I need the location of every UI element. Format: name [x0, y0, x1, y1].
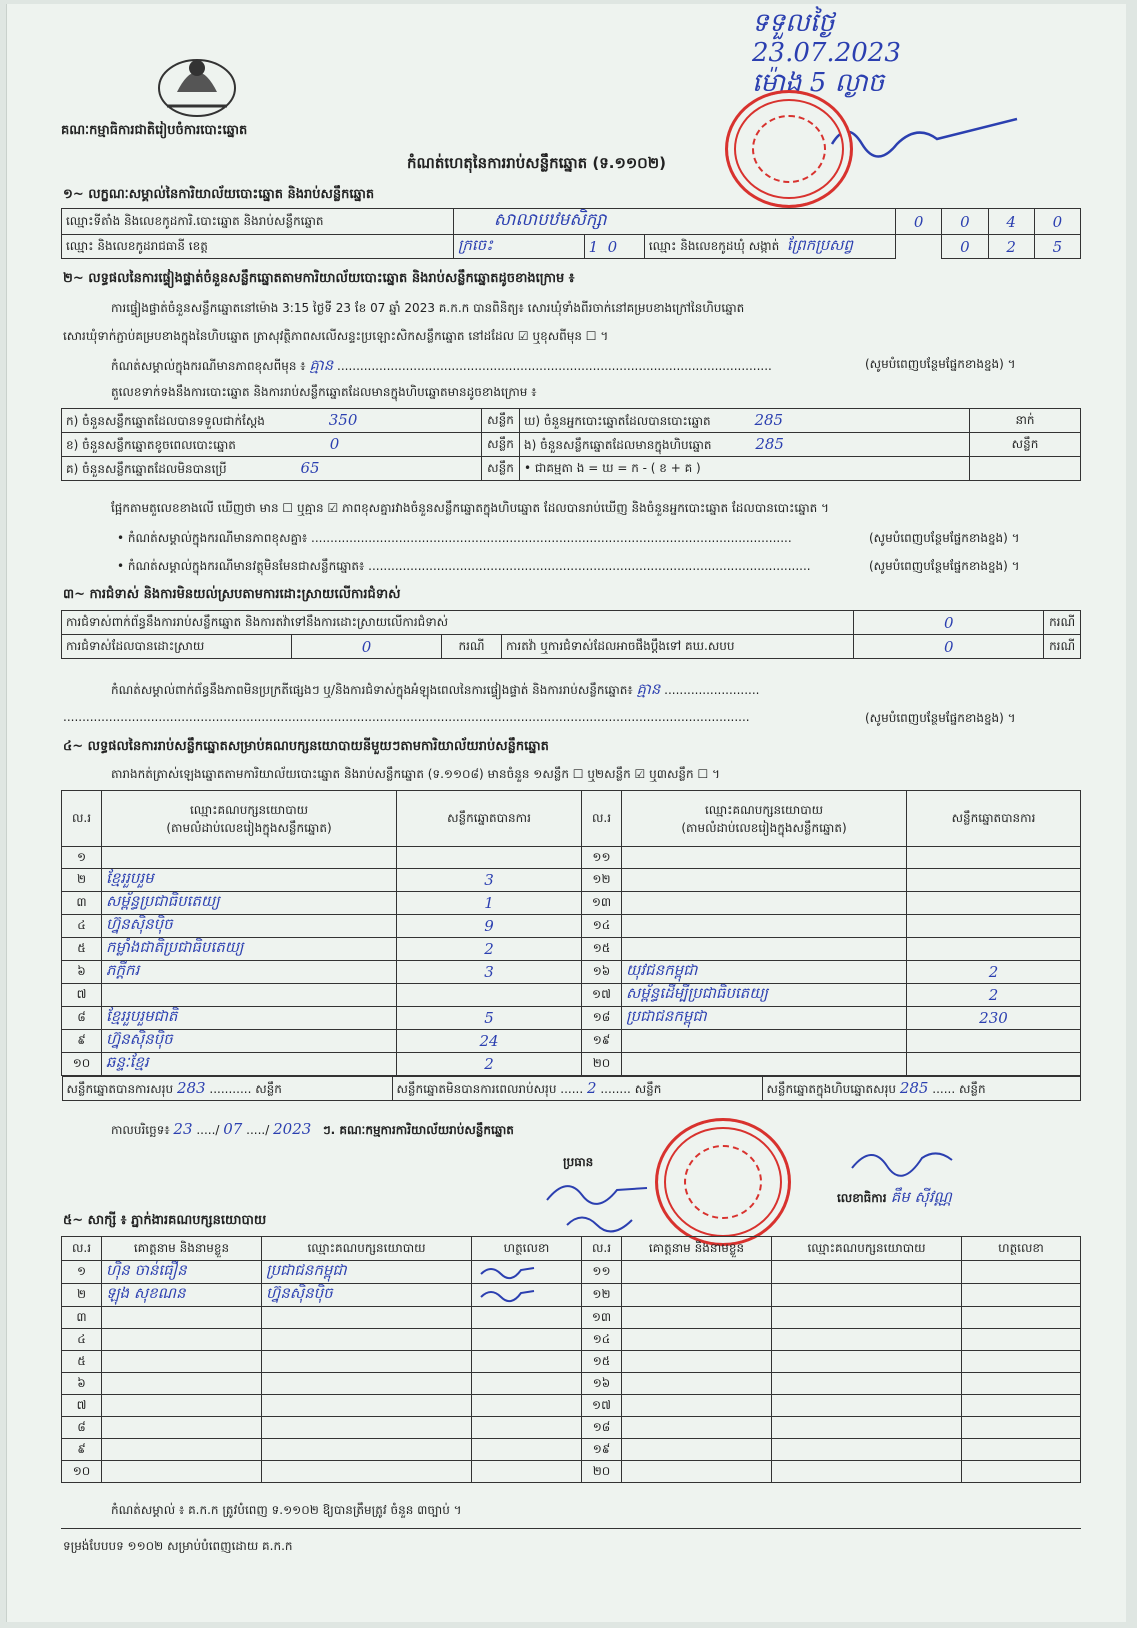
figures-intro: តួលេខទាក់ទងនឹងការបោះឆ្នោត និងការរាប់សន្លឹកឆ្នោតដែលមានក្នុងហិបឆ្នោតមានដូចខាងក្រោម ៖ — [111, 385, 537, 399]
witness-row — [62, 1351, 1081, 1373]
witness-party — [772, 1439, 962, 1461]
result-no: ៨ — [62, 1007, 102, 1030]
witness-no: ៥ — [62, 1351, 102, 1373]
result-votes: 230 — [907, 1007, 1081, 1030]
witness-name — [622, 1284, 772, 1307]
station-code-2: 0 — [942, 209, 988, 235]
witness-signature — [472, 1395, 582, 1417]
witness-name — [102, 1439, 262, 1461]
witness-no: ២ — [62, 1284, 102, 1307]
result-party: ឆន្ទៈខ្មែរ — [102, 1053, 397, 1076]
totals-row — [62, 1076, 1081, 1101]
result-party: ហ្វ៊ុនស៊ិនប៉ិច — [102, 1030, 397, 1053]
result-votes — [907, 847, 1081, 869]
witness-no: ១៤ — [582, 1329, 622, 1351]
witness-signature — [962, 1373, 1081, 1395]
commune-label: ឈ្មោះ និងលេខកូដឃុំ សង្កាត់ ព្រែកប្រសព្វ — [644, 235, 895, 259]
discrepancy-paragraph: ផ្អែកតាមតួលេខខាងលើ ឃើញថា មាន ☐ ឬគ្មាន ☑ ភាពខុសគ្នារវាងចំនួនសន្លឹកឆ្នោតក្នុងហិបឆ្នោត ដែលបានរាប់ឃើញ និងចំនួនអ្នកបោះឆ្នោត ដែលបានបោះឆ្នោត ។ — [111, 501, 829, 515]
witness-signature — [962, 1417, 1081, 1439]
appeal-label: ការតវ៉ា ឬការជំទាស់ដែលអាចផឹងប្តឹងទៅ គឃ.សបប — [502, 635, 854, 659]
result-row — [62, 938, 1081, 961]
section2-title: ២~ លទ្ធផលនៃការផ្ទៀងផ្ទាត់ចំនួនសន្លឹកឆ្នោតតាមការិយាល័យបោះឆ្នោត និងរាប់សន្លឹកឆ្នោតដូចខាងក្រោម ៖ — [63, 271, 575, 286]
ballot-figures-table — [61, 408, 1081, 481]
commune-code-1: 0 — [942, 235, 988, 259]
result-party: ប្រជាជនកម្ពុជា — [622, 1007, 907, 1030]
total-valid: សន្លឹកឆ្នោតបានការសរុប 283 ........... សន្លឹក — [62, 1077, 392, 1101]
witness-name — [622, 1439, 772, 1461]
witness-row — [62, 1284, 1081, 1307]
witness-no: ១៦ — [582, 1373, 622, 1395]
result-no: ១៤ — [582, 915, 622, 938]
witness-row — [62, 1439, 1081, 1461]
witness-name — [102, 1329, 262, 1351]
party-results-table — [61, 790, 1081, 1102]
witness-name: ហ៊ិន ចាន់ធឿន — [102, 1261, 262, 1284]
date-line: កាលបរិច្ឆេទ៖ 23 ...../ 07 ...../ 2023 ៗ. គណៈកម្មការការិយាល័យរាប់សន្លឹកឆ្នោត — [111, 1120, 514, 1138]
result-party — [622, 1053, 907, 1076]
result-no: ២០ — [582, 1053, 622, 1076]
result-party: សម្ព័ន្ធប្រជាធិបតេយ្យ — [102, 892, 397, 915]
result-votes — [397, 984, 582, 1007]
nec-emblem-icon — [147, 42, 247, 122]
result-votes: 9 — [397, 915, 582, 938]
witness-row — [62, 1395, 1081, 1417]
witness-signature — [962, 1261, 1081, 1284]
witness-name — [102, 1351, 262, 1373]
station-info-table — [61, 208, 1081, 259]
witness-name — [622, 1395, 772, 1417]
result-votes: 3 — [397, 961, 582, 984]
witness-party: ប្រជាជនកម្ពុជា — [262, 1261, 472, 1284]
result-no: ១៥ — [582, 938, 622, 961]
witness-signature — [962, 1461, 1081, 1483]
witness-signature — [472, 1351, 582, 1373]
witness-name — [622, 1417, 772, 1439]
witness-row — [62, 1417, 1081, 1439]
footer-divider — [61, 1528, 1081, 1529]
witness-party — [262, 1461, 472, 1483]
objections-value: 0 — [854, 611, 1044, 635]
objections-table — [61, 610, 1081, 659]
col-no-left: ល.រ — [62, 791, 102, 847]
result-no: ៧ — [62, 984, 102, 1007]
witness-row — [62, 1307, 1081, 1329]
difference-note: កំណត់សម្គាល់ក្នុងករណីមានភាពខុសពីមុន ៖ គ្មាន .................................................................................................................. — [111, 356, 772, 374]
w-col-name-right: គោត្តនាម និងនាមខ្លួន — [622, 1237, 772, 1261]
official-stamp-top — [725, 90, 853, 208]
secretary-signature-icon — [847, 1138, 957, 1182]
result-party — [622, 847, 907, 869]
figure-spoiled-unit: សន្លឹក — [482, 433, 520, 457]
col-votes-left: សន្លឹកឆ្នោតបានការ — [397, 791, 582, 847]
witness-name — [622, 1329, 772, 1351]
col-party-left: ឈ្មោះគណបក្សនយោបាយ (តាមលំដាប់លេខរៀងក្នុងសន្លឹកឆ្នោត) — [102, 791, 397, 847]
result-party: យុវជនកម្ពុជា — [622, 961, 907, 984]
result-party — [622, 915, 907, 938]
discrepancy-bullet-2: • កំណត់សម្គាល់ក្នុងករណីមានវត្ថុមិនមែនជាសន្លឹកឆ្នោត៖ .................................................................................................................... — [117, 559, 811, 573]
witness-name — [622, 1351, 772, 1373]
witness-signature — [962, 1351, 1081, 1373]
tally-sheet-count: តារាងកត់ត្រាស់ឡេងឆ្នោតតាមការិយាល័យបោះឆ្នោត និងរាប់សន្លឹកឆ្នោត (ទ.១១០៨) មានចំនួន ១សន្លឹក ☐ ឬ២សន្លឹក ☑ ឬ៣សន្លឹក ☐ ។ — [111, 767, 720, 781]
witness-party — [262, 1307, 472, 1329]
received-note: ទទួលថ្ងៃ 23.07.2023 ម៉ោង 5 ល្ងាច — [752, 8, 901, 98]
w-col-name-left: គោត្តនាម និងនាមខ្លួន — [102, 1237, 262, 1261]
witness-name — [622, 1373, 772, 1395]
footnote: កំណត់សម្គាល់ ៖ គ.ក.ក ត្រូវបំពេញ ទ.១១០២ ឱ្យបានត្រឹមត្រូវ ចំនួន ៣ច្បាប់ ។ — [111, 1503, 462, 1517]
result-party: ខ្មែររួបរួម — [102, 869, 397, 892]
result-votes — [907, 938, 1081, 961]
result-row — [62, 1053, 1081, 1076]
result-votes — [907, 892, 1081, 915]
result-no: ១៣ — [582, 892, 622, 915]
result-row — [62, 1007, 1081, 1030]
result-no: ២ — [62, 869, 102, 892]
discrepancy-bullet-1: • កំណត់សម្គាល់ក្នុងករណីមានភាពខុសគ្នា៖ .............................................................................................................................. — [117, 531, 792, 545]
station-name-label: ឈ្មោះទីតាំង និងលេខកូដការិ.បោះឆ្នោត និងរាប់សន្លឹកឆ្នោត — [62, 209, 454, 235]
witness-no: ១១ — [582, 1261, 622, 1284]
result-no: ១៦ — [582, 961, 622, 984]
witness-name — [622, 1261, 772, 1284]
col-no-right: ល.រ — [582, 791, 622, 847]
witness-row — [62, 1461, 1081, 1483]
result-no: ១៨ — [582, 1007, 622, 1030]
figure-received-unit: សន្លឹក — [482, 409, 520, 433]
witness-name — [102, 1417, 262, 1439]
section4-title: ៤~ លទ្ធផលនៃការរាប់សន្លឹកឆ្នោតសម្រាប់គណបក្សនយោបាយនីមួយៗតាមការិយាល័យរាប់សន្លឹកឆ្នោត — [63, 739, 549, 754]
document-page — [6, 4, 1126, 1622]
w-col-party-left: ឈ្មោះគណបក្សនយោបាយ — [262, 1237, 472, 1261]
resolved-unit: ករណី — [442, 635, 502, 659]
commune-code-3: 5 — [1034, 235, 1080, 259]
witness-table — [61, 1236, 1081, 1483]
figure-voters-label: ឃ) ចំនួនអ្នកបោះឆ្នោតដែលបានបោះឆ្នោត 285 — [520, 409, 970, 433]
witness-no: ១២ — [582, 1284, 622, 1307]
station-code-4: 0 — [1034, 209, 1080, 235]
witness-name — [102, 1373, 262, 1395]
witness-no: ២០ — [582, 1461, 622, 1483]
witness-signature-icon — [476, 1262, 536, 1280]
witness-no: ១៣ — [582, 1307, 622, 1329]
result-votes: 24 — [397, 1030, 582, 1053]
witness-party — [772, 1284, 962, 1307]
witness-no: ១៩ — [582, 1439, 622, 1461]
verification-paragraph-2: សោរឃុំទាក់ភ្ជាប់គម្របខាងក្នុងនៃហិបឆ្នោត ត្រាសុវត្ថិភាពសលើសន្ទះប្រឡោះសិកសន្លឹកឆ្នោត នៅដដែល ☑ ឬខុសពីមុន ☐ ។ — [63, 329, 609, 343]
witness-no: ៤ — [62, 1329, 102, 1351]
witness-party — [772, 1417, 962, 1439]
station-name-value: សាលាបឋមសិក្សា — [453, 209, 895, 235]
witness-signature — [472, 1261, 582, 1284]
witness-no: ១៧ — [582, 1395, 622, 1417]
commune-code-2: 2 — [988, 235, 1034, 259]
witness-no: ៨ — [62, 1417, 102, 1439]
witness-no: ៦ — [62, 1373, 102, 1395]
witness-party — [772, 1461, 962, 1483]
w-col-sign-left: ហត្ថលេខា — [472, 1237, 582, 1261]
resolved-value: 0 — [292, 635, 442, 659]
result-row — [62, 892, 1081, 915]
result-row — [62, 961, 1081, 984]
result-row — [62, 1030, 1081, 1053]
witness-party: ហ្វ៊ុនស៊ិនប៉ិច — [262, 1284, 472, 1307]
result-votes — [907, 1030, 1081, 1053]
figure-spoiled-label: ខ) ចំនួនសន្លឹកឆ្នោតខូចពេលបោះឆ្នោត 0 — [62, 433, 482, 457]
result-votes — [397, 847, 582, 869]
appeal-value: 0 — [854, 635, 1044, 659]
province-value: ក្រចេះ — [453, 235, 584, 259]
witness-signature — [962, 1284, 1081, 1307]
result-row — [62, 915, 1081, 938]
result-row — [62, 869, 1081, 892]
result-party — [102, 984, 397, 1007]
top-signature-icon — [827, 114, 1027, 174]
result-no: ១៩ — [582, 1030, 622, 1053]
figure-formula-unit — [970, 457, 1081, 481]
irregularity-suffix: (សូមបំពេញបន្ថែមផ្នែកខាងខ្នង) ។ — [865, 711, 1016, 725]
result-party — [102, 847, 397, 869]
figure-received-label: ក) ចំនួនសន្លឹកឆ្នោតដែលបានទទួលជាក់ស្តែង 350 — [62, 409, 482, 433]
result-votes: 1 — [397, 892, 582, 915]
w-col-party-right: ឈ្មោះគណបក្សនយោបាយ — [772, 1237, 962, 1261]
secretary-label: លេខាធិការ គឹម ស៊ីវណ្ណ — [837, 1188, 952, 1206]
result-votes — [907, 1053, 1081, 1076]
result-no: ១ — [62, 847, 102, 869]
section3-title: ៣~ ការជំទាស់ និងការមិនយល់ស្របតាមការដោះស្រាយលើការជំទាស់ — [63, 587, 401, 602]
witness-name — [102, 1307, 262, 1329]
figure-box-label: ង) ចំនួនសន្លឹកឆ្នោតដែលមានក្នុងហិបឆ្នោត 285 — [520, 433, 970, 457]
station-code-1: 0 — [896, 209, 942, 235]
figure-unused-label: គ) ចំនួនសន្លឹកឆ្នោតដែលមិនបានប្រើ 65 — [62, 457, 482, 481]
result-votes — [907, 915, 1081, 938]
result-no: ៩ — [62, 1030, 102, 1053]
witness-party — [772, 1261, 962, 1284]
doc-title: កំណត់ហេតុនៃការរាប់សន្លឹកឆ្នោត (ទ.១១០២) — [407, 154, 667, 172]
witness-signature — [472, 1373, 582, 1395]
witness-signature — [962, 1439, 1081, 1461]
witness-row — [62, 1261, 1081, 1284]
witness-party — [772, 1351, 962, 1373]
col-party-right: ឈ្មោះគណបក្សនយោបាយ (តាមលំដាប់លេខរៀងក្នុងសន្លឹកឆ្នោត) — [622, 791, 907, 847]
witness-no: ១ — [62, 1261, 102, 1284]
discrepancy-bullet-2-suffix: (សូមបំពេញបន្ថែមផ្នែកខាងខ្នង) ។ — [869, 559, 1020, 573]
witness-row — [62, 1329, 1081, 1351]
witness-party — [262, 1395, 472, 1417]
witness-party — [772, 1395, 962, 1417]
witness-party — [772, 1329, 962, 1351]
result-votes: 2 — [397, 938, 582, 961]
w-col-no-right: ល.រ — [582, 1237, 622, 1261]
result-no: ៥ — [62, 938, 102, 961]
irregularity-note: កំណត់សម្គាល់ពាក់ព័ន្ធនឹងភាពមិនប្រក្រតីផ្សេងៗ ឬ/និងការជំទាស់ក្នុងអំឡុងពេលនៃការផ្ទៀងផ្ទាត់ និងការរាប់សន្លឹកឆ្នោត៖ គ្មាន ......................... — [111, 680, 760, 698]
verification-paragraph-1: ការផ្ទៀងផ្ទាត់ចំនួនសន្លឹកឆ្នោតនៅម៉ោង 3:15 ថ្ងៃទី 23 ខែ 07 ឆ្នាំ 2023 គ.ក.ក បានពិនិត្យ៖ សោរឃុំទាំងពីរចាក់នៅគម្របខាងក្រៅនៃហិបឆ្នោត — [111, 301, 745, 315]
result-party: ហ្វ៊ុនស៊ិនប៉ិច — [102, 915, 397, 938]
witness-name: ឡុង សុខណន — [102, 1284, 262, 1307]
result-party — [622, 938, 907, 961]
total-box: សន្លឹកឆ្នោតក្នុងហិបឆ្នោតសរុប 285 ...... សន្លឹក — [762, 1077, 1080, 1101]
station-code-3: 4 — [988, 209, 1034, 235]
witness-no: ៣ — [62, 1307, 102, 1329]
chair-signature-icon — [537, 1170, 657, 1240]
result-votes: 5 — [397, 1007, 582, 1030]
result-votes: 2 — [907, 961, 1081, 984]
province-label: ឈ្មោះ និងលេខកូដរាជធានី ខេត្ត — [62, 235, 454, 259]
difference-note-suffix: (សូមបំពេញបន្ថែមផ្នែកខាងខ្នង) ។ — [865, 357, 1016, 371]
result-party: កម្លាំងជាតិប្រជាធិបតេយ្យ — [102, 938, 397, 961]
total-invalid: សន្លឹកឆ្នោតមិនបានការពេលរាប់សរុប ...... 2 ........ សន្លឹក — [392, 1077, 762, 1101]
result-votes: 3 — [397, 869, 582, 892]
result-party — [622, 869, 907, 892]
figure-formula: • ជាគម្មតា ង = ឃ = ក - ( ខ + គ ) — [520, 457, 970, 481]
w-col-no-left: ល.រ — [62, 1237, 102, 1261]
result-no: ៤ — [62, 915, 102, 938]
witness-signature — [962, 1329, 1081, 1351]
witness-signature — [472, 1417, 582, 1439]
appeal-unit: ករណី — [1044, 635, 1081, 659]
witness-party — [262, 1373, 472, 1395]
province-code: 1 0 — [584, 235, 644, 259]
witness-name — [622, 1461, 772, 1483]
witness-signature — [472, 1284, 582, 1307]
witness-signature — [472, 1329, 582, 1351]
result-votes — [907, 869, 1081, 892]
col-votes-right: សន្លឹកឆ្នោតបានការ — [907, 791, 1081, 847]
witness-name — [102, 1461, 262, 1483]
witness-signature — [472, 1307, 582, 1329]
section1-title: ១~ លក្ខណៈសម្គាល់នៃការិយាល័យបោះឆ្នោត និងរាប់សន្លឹកឆ្នោត — [63, 187, 375, 202]
resolved-label: ការជំទាស់ដែលបានដោះស្រាយ — [62, 635, 292, 659]
witness-no: ១៨ — [582, 1417, 622, 1439]
witness-name — [622, 1307, 772, 1329]
result-party: ភក្តីករ — [102, 961, 397, 984]
witness-party — [262, 1439, 472, 1461]
form-note: ទម្រង់បែបបទ ១១០២ សម្រាប់បំពេញដោយ គ.ក.ក — [63, 1539, 293, 1553]
result-party — [622, 1030, 907, 1053]
result-no: ៦ — [62, 961, 102, 984]
result-no: ១០ — [62, 1053, 102, 1076]
irregularity-dots: .................................................................................................................................................................................... — [63, 710, 750, 724]
witness-no: ៧ — [62, 1395, 102, 1417]
figure-unused-unit: សន្លឹក — [482, 457, 520, 481]
org-name: គណៈកម្មាធិការជាតិរៀបចំការបោះឆ្នោត — [61, 123, 248, 138]
witness-party — [262, 1351, 472, 1373]
result-party: សម្ព័ន្ធដើម្បីប្រជាធិបតេយ្យ — [622, 984, 907, 1007]
discrepancy-bullet-1-suffix: (សូមបំពេញបន្ថែមផ្នែកខាងខ្នង) ។ — [869, 531, 1020, 545]
result-party: ខ្មែររួបរួមជាតិ — [102, 1007, 397, 1030]
witness-signature — [962, 1307, 1081, 1329]
witness-row — [62, 1373, 1081, 1395]
result-party — [622, 892, 907, 915]
witness-name — [102, 1395, 262, 1417]
witness-party — [262, 1329, 472, 1351]
w-col-sign-right: ហត្ថលេខា — [962, 1237, 1081, 1261]
witness-signature — [472, 1461, 582, 1483]
figure-voters-unit: នាក់ — [970, 409, 1081, 433]
witness-signature — [472, 1439, 582, 1461]
section5-title: ៥~ សាក្សី ៖ ភ្នាក់ងារគណបក្សនយោបាយ — [63, 1213, 267, 1228]
result-row — [62, 984, 1081, 1007]
objections-unit: ករណី — [1044, 611, 1081, 635]
result-row — [62, 847, 1081, 869]
result-no: ១៧ — [582, 984, 622, 1007]
result-no: ១២ — [582, 869, 622, 892]
result-no: ១១ — [582, 847, 622, 869]
chair-label: ប្រធាន — [563, 1155, 594, 1169]
witness-signature — [962, 1395, 1081, 1417]
objections-label: ការជំទាស់ពាក់ព័ន្ធនឹងការរាប់សន្លឹកឆ្នោត និងការតវ៉ាទៅនឹងការដោះស្រាយលើការជំទាស់ — [62, 611, 854, 635]
result-no: ៣ — [62, 892, 102, 915]
witness-party — [262, 1417, 472, 1439]
figure-box-unit: សន្លឹក — [970, 433, 1081, 457]
witness-party — [772, 1373, 962, 1395]
witness-no: ៩ — [62, 1439, 102, 1461]
witness-no: ១៥ — [582, 1351, 622, 1373]
result-votes: 2 — [907, 984, 1081, 1007]
result-votes: 2 — [397, 1053, 582, 1076]
witness-signature-icon — [476, 1285, 536, 1303]
witness-no: ១០ — [62, 1461, 102, 1483]
official-stamp-bottom — [655, 1118, 791, 1246]
witness-party — [772, 1307, 962, 1329]
